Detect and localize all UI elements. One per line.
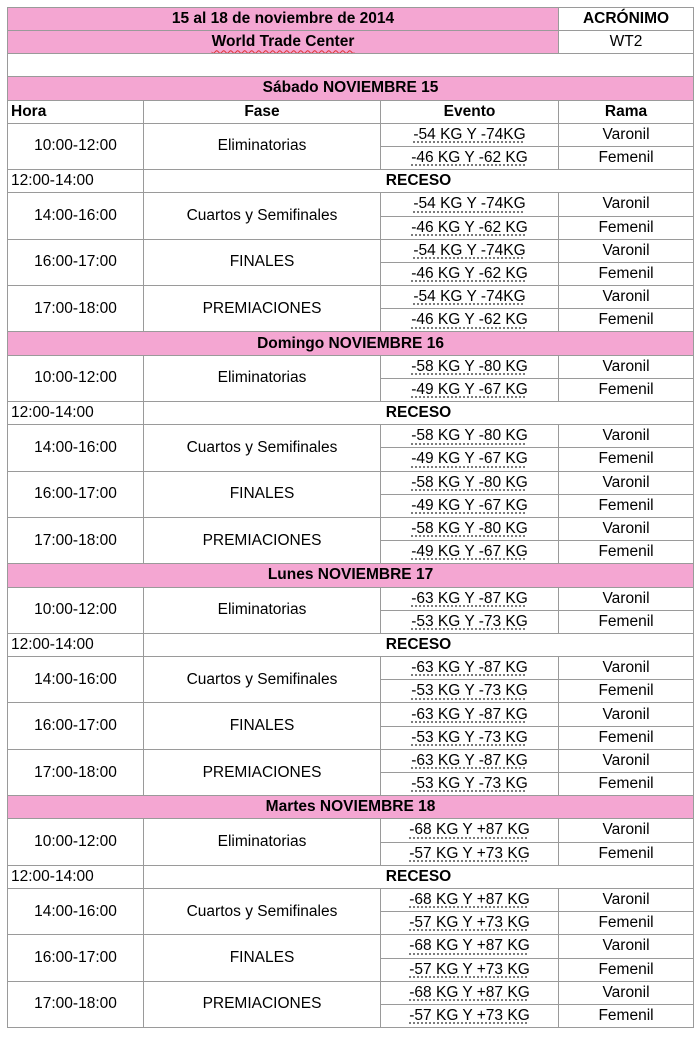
phase-cell: Cuartos y Semifinales [144,193,381,239]
phase-cell: FINALES [144,239,381,285]
schedule-row [8,425,694,448]
time-cell: 14:00-16:00 [8,425,144,471]
event-cell [381,471,559,494]
branch-cell: Femenil [559,146,694,169]
branch-cell: Femenil [559,216,694,239]
event-cell [381,448,559,471]
column-header-hora: Hora [8,100,144,123]
time-cell: 12:00-14:00 [8,633,144,656]
event-text: -63 KG Y -87 KG [411,705,528,723]
schedule-row [8,587,694,610]
event-text: -46 KG Y -62 KG [411,264,528,282]
acronym-value: WT2 [559,31,694,54]
phase-cell: Eliminatorias [144,819,381,865]
event-text: -57 KG Y +73 KG [409,914,530,932]
event-text: -54 KG Y -74KG [413,195,526,213]
branch-cell: Femenil [559,912,694,935]
spacer-cell [8,54,694,77]
schedule-row [8,517,694,540]
time-cell: 10:00-12:00 [8,355,144,401]
branch-cell: Varonil [559,819,694,842]
recess-row [8,170,694,193]
day-header-row [8,332,694,355]
time-cell: 12:00-14:00 [8,865,144,888]
event-text: -49 KG Y -67 KG [411,380,528,398]
time-cell: 16:00-17:00 [8,239,144,285]
schedule-row [8,471,694,494]
time-cell: 12:00-14:00 [8,402,144,425]
event-cell [381,1004,559,1027]
event-cell [381,587,559,610]
day-title: Domingo NOVIEMBRE 16 [8,332,694,355]
event-text: -68 KG Y +87 KG [409,937,530,955]
event-text: -58 KG Y -80 KG [411,357,528,375]
time-cell: 14:00-16:00 [8,888,144,934]
time-cell: 17:00-18:00 [8,517,144,563]
event-dates: 15 al 18 de noviembre de 2014 [8,8,559,31]
branch-cell: Varonil [559,123,694,146]
recess-label: RECESO [144,170,694,193]
column-header-rama: Rama [559,100,694,123]
event-text: -53 KG Y -73 KG [411,612,528,630]
branch-cell: Femenil [559,842,694,865]
event-cell [381,981,559,1004]
event-text: -53 KG Y -73 KG [411,728,528,746]
schedule-row [8,239,694,262]
branch-cell: Femenil [559,958,694,981]
phase-cell: PREMIACIONES [144,749,381,795]
phase-cell: FINALES [144,471,381,517]
branch-cell: Varonil [559,657,694,680]
branch-cell: Femenil [559,541,694,564]
event-cell [381,286,559,309]
phase-cell: PREMIACIONES [144,286,381,332]
branch-cell: Femenil [559,610,694,633]
event-text: -54 KG Y -74KG [413,241,526,259]
event-cell [381,239,559,262]
event-text: -54 KG Y -74KG [413,288,526,306]
phase-cell: FINALES [144,935,381,981]
schedule-row [8,286,694,309]
branch-cell: Femenil [559,773,694,796]
time-cell: 17:00-18:00 [8,286,144,332]
branch-cell: Femenil [559,1004,694,1027]
schedule-row [8,888,694,911]
event-cell [381,819,559,842]
event-cell [381,193,559,216]
phase-cell: Eliminatorias [144,123,381,169]
schedule-row [8,981,694,1004]
branch-cell: Varonil [559,749,694,772]
branch-cell: Varonil [559,517,694,540]
schedule-table [7,7,694,1028]
branch-cell: Femenil [559,448,694,471]
event-text: -49 KG Y -67 KG [411,543,528,561]
event-cell [381,726,559,749]
event-text: -57 KG Y +73 KG [409,844,530,862]
event-cell [381,541,559,564]
branch-cell: Femenil [559,262,694,285]
recess-label: RECESO [144,402,694,425]
branch-cell: Varonil [559,239,694,262]
recess-row [8,865,694,888]
branch-cell: Varonil [559,286,694,309]
time-cell: 14:00-16:00 [8,193,144,239]
event-text: -49 KG Y -67 KG [411,496,528,514]
event-cell [381,773,559,796]
branch-cell: Varonil [559,471,694,494]
schedule-row [8,657,694,680]
schedule-row [8,123,694,146]
column-header-evento: Evento [381,100,559,123]
day-title: Sábado NOVIEMBRE 15 [8,77,694,100]
branch-cell: Femenil [559,680,694,703]
event-cell [381,703,559,726]
event-text: -68 KG Y +87 KG [409,821,530,839]
time-cell: 16:00-17:00 [8,471,144,517]
schedule-row [8,935,694,958]
recess-row [8,402,694,425]
event-cell [381,935,559,958]
event-cell [381,216,559,239]
time-cell: 10:00-12:00 [8,123,144,169]
event-text: -68 KG Y +87 KG [409,983,530,1001]
event-text: -54 KG Y -74KG [413,125,526,143]
event-cell [381,517,559,540]
branch-cell: Femenil [559,309,694,332]
recess-label: RECESO [144,865,694,888]
day-header-row [8,796,694,819]
time-cell: 17:00-18:00 [8,749,144,795]
branch-cell: Femenil [559,378,694,401]
schedule-row [8,193,694,216]
day-title: Lunes NOVIEMBRE 17 [8,564,694,587]
acronym-label: ACRÓNIMO [559,8,694,31]
event-cell [381,262,559,285]
event-text: -58 KG Y -80 KG [411,427,528,445]
event-text: -53 KG Y -73 KG [411,775,528,793]
venue-text: World Trade Center [211,33,355,51]
event-text: -46 KG Y -62 KG [411,218,528,236]
event-cell [381,958,559,981]
phase-cell: Eliminatorias [144,355,381,401]
schedule-row [8,749,694,772]
recess-row [8,633,694,656]
phase-cell: Eliminatorias [144,587,381,633]
event-cell [381,842,559,865]
event-text: -57 KG Y +73 KG [409,960,530,978]
time-cell: 16:00-17:00 [8,703,144,749]
time-cell: 10:00-12:00 [8,819,144,865]
event-cell [381,657,559,680]
event-text: -63 KG Y -87 KG [411,751,528,769]
event-cell [381,610,559,633]
event-text: -63 KG Y -87 KG [411,589,528,607]
phase-cell: PREMIACIONES [144,517,381,563]
branch-cell: Varonil [559,425,694,448]
event-text: -53 KG Y -73 KG [411,682,528,700]
schedule-row [8,703,694,726]
event-cell [381,123,559,146]
event-text: -57 KG Y +73 KG [409,1006,530,1024]
event-cell [381,378,559,401]
event-cell [381,146,559,169]
branch-cell: Femenil [559,494,694,517]
day-header-row [8,77,694,100]
day-header-row [8,564,694,587]
spacer-row [8,54,694,77]
column-header-row [8,100,694,123]
event-cell [381,912,559,935]
event-cell [381,425,559,448]
recess-label: RECESO [144,633,694,656]
event-text: -58 KG Y -80 KG [411,473,528,491]
event-text: -58 KG Y -80 KG [411,520,528,538]
event-cell [381,309,559,332]
time-cell: 14:00-16:00 [8,657,144,703]
branch-cell: Varonil [559,355,694,378]
event-text: -63 KG Y -87 KG [411,659,528,677]
column-header-fase: Fase [144,100,381,123]
time-cell: 16:00-17:00 [8,935,144,981]
day-title: Martes NOVIEMBRE 18 [8,796,694,819]
event-text: -68 KG Y +87 KG [409,891,530,909]
branch-cell: Femenil [559,726,694,749]
event-cell [381,494,559,517]
event-text: -49 KG Y -67 KG [411,450,528,468]
event-cell [381,888,559,911]
event-cell [381,680,559,703]
event-text: -46 KG Y -62 KG [411,149,528,167]
branch-cell: Varonil [559,587,694,610]
branch-cell: Varonil [559,888,694,911]
phase-cell: PREMIACIONES [144,981,381,1027]
branch-cell: Varonil [559,981,694,1004]
event-text: -46 KG Y -62 KG [411,311,528,329]
header-venue-row [8,31,694,54]
time-cell: 17:00-18:00 [8,981,144,1027]
branch-cell: Varonil [559,703,694,726]
phase-cell: Cuartos y Semifinales [144,888,381,934]
branch-cell: Varonil [559,935,694,958]
branch-cell: Varonil [559,193,694,216]
schedule-row [8,819,694,842]
phase-cell: Cuartos y Semifinales [144,425,381,471]
event-cell [381,749,559,772]
phase-cell: FINALES [144,703,381,749]
header-dates-row [8,8,694,31]
schedule-row [8,355,694,378]
event-cell [381,355,559,378]
venue-title [8,31,559,54]
time-cell: 12:00-14:00 [8,170,144,193]
phase-cell: Cuartos y Semifinales [144,657,381,703]
time-cell: 10:00-12:00 [8,587,144,633]
schedule-document [7,7,693,1028]
